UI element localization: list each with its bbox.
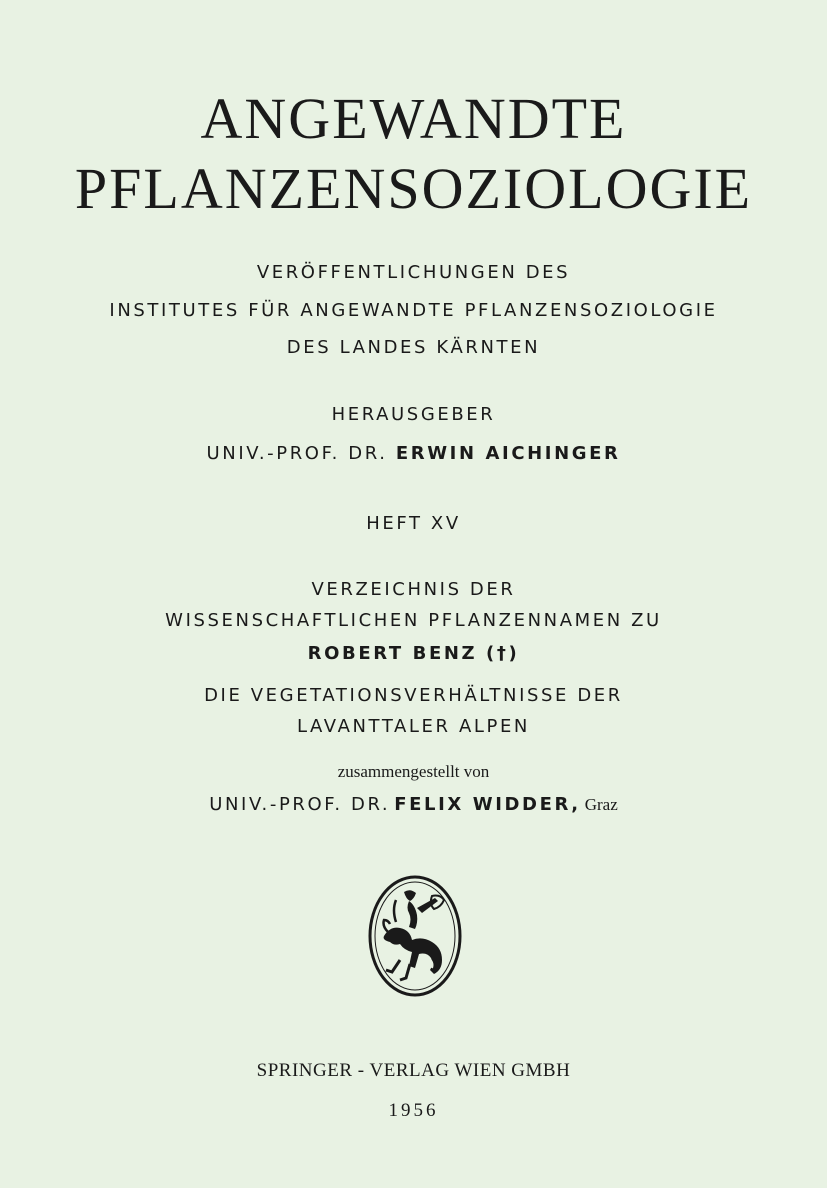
publisher-name: SPRINGER - VERLAG WIEN GMBH [256,1060,571,1081]
contents-author: ROBERT BENZ (†) [307,643,520,664]
contents-line-3: DIE VEGETATIONSVERHÄLTNISSE DER [204,685,623,706]
series-line-1: VERÖFFENTLICHUNGEN DES [256,262,571,283]
compiler-label: zusammengestellt von [337,762,490,781]
contents-line-4: LAVANTTALER ALPEN [297,716,530,737]
publication-year: 1956 [388,1100,439,1121]
issue-number: HEFT XV [366,513,461,534]
main-title-line-1: ANGEWANDTE [200,86,627,151]
editor-name: ERWIN AICHINGER [395,443,621,464]
series-line-3: DES LANDES KÄRNTEN [286,337,541,358]
compiler-place: Graz [584,795,618,814]
springer-knight-emblem-icon [366,874,464,998]
contents-line-1: VERZEICHNIS DER [311,579,516,600]
editor-prefix: UNIV.-PROF. DR. [206,443,388,464]
compiler-line [0,794,827,816]
series-line-2: INSTITUTES FÜR ANGEWANDTE PFLANZENSOZIOLOGIE [109,300,718,321]
compiler-prefix: UNIV.-PROF. DR. [209,794,391,815]
contents-line-2: WISSENSCHAFTLICHEN PFLANZENNAMEN ZU [165,610,662,631]
compiler-name: FELIX WIDDER, [394,794,581,815]
editor-line [0,443,827,465]
editor-label: HERAUSGEBER [331,404,496,425]
main-title-line-2: PFLANZENSOZIOLOGIE [74,156,753,221]
